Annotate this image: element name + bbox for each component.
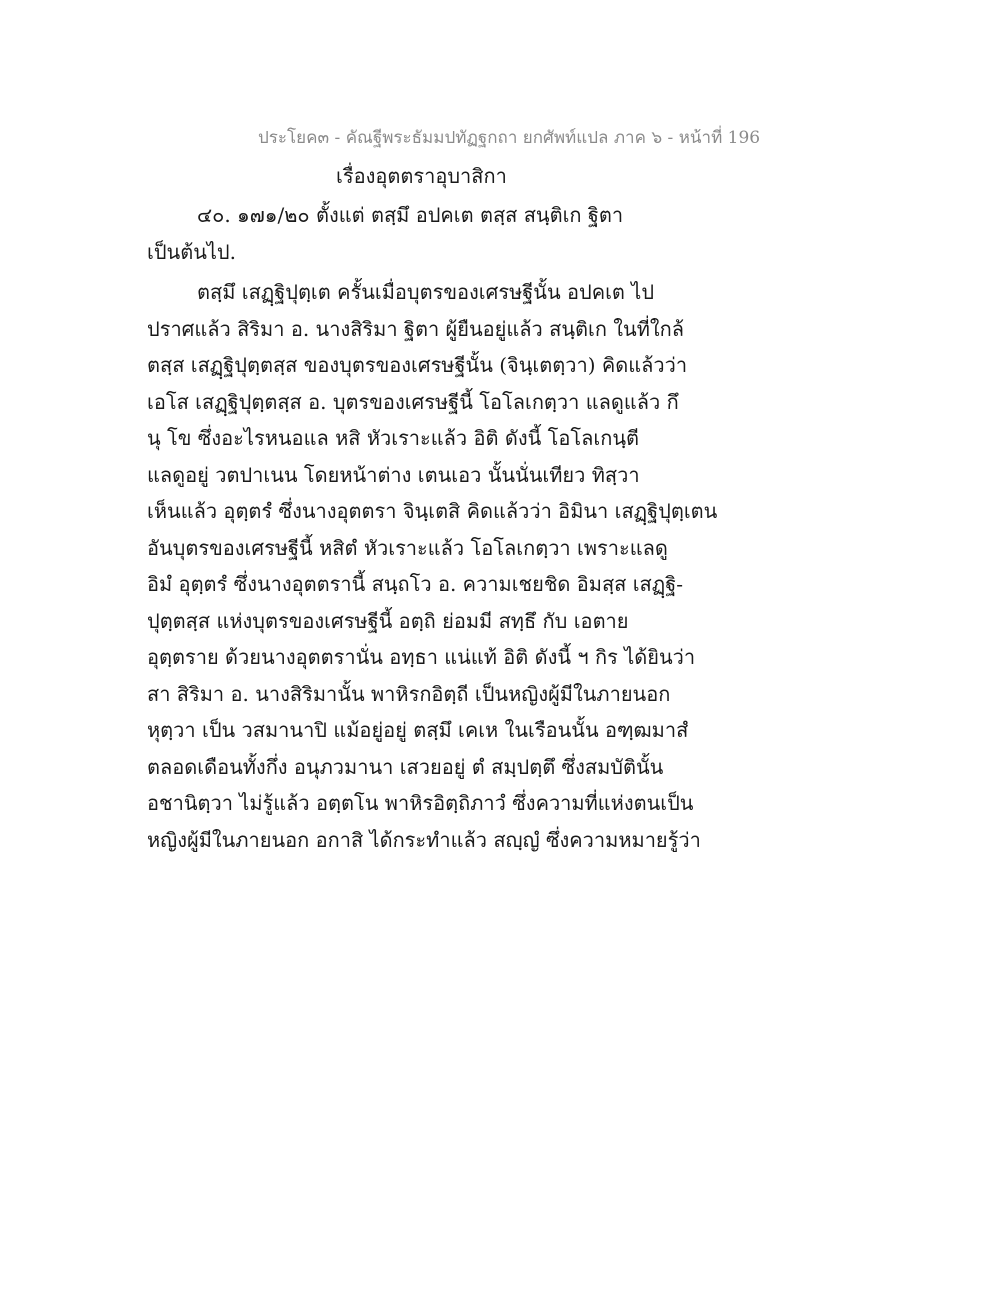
paragraph-2-line-12: สา สิริมา อ. นางสิริมานั้น พาหิรกอิตฺถี เป็นหญิงผู้มีในภายนอก	[147, 681, 671, 706]
paragraph-1-line-1: ๔๐. ๑๗๑/๒๐ ตั้งแต่ ตสฺมึ อปคเต ตสฺส สนฺติเก ฐิตา	[197, 203, 624, 227]
story-title: เรื่องอุตตราอุบาสิกา	[336, 164, 507, 188]
body-text	[147, 197, 727, 858]
paragraph-2-line-10: ปุตฺตสฺส แห่งบุตรของเศรษฐีนี้ อตฺถิ ย่อมมี สทฺธึ กับ เอตาย	[147, 608, 629, 633]
paragraph-2-line-14: ตลอดเดือนทั้งกึ่ง อนุภวมานา เสวยอยู่ ตํ สมฺปตฺตึ ซึ่งสมบัตินั้น	[147, 754, 664, 779]
paragraph-2-line-7: เห็นแล้ว อุตฺตรํ ซึ่งนางอุตตรา จินฺเตสิ คิดแล้วว่า อิมินา เสฏฺฐิปุตฺเตน	[147, 499, 718, 523]
paragraph-2-line-11: อุตฺตราย ด้วยนางอุตตรานั่น อทฺธา แน่แท้ อิติ ดังนี้ ฯ กิร ได้ยินว่า	[147, 645, 696, 669]
paragraph-2-line-9: อิมํ อุตฺตรํ ซึ่งนางอุตตรานี้ สนฺถโว อ. ความเชยชิด อิมสฺส เสฏฺฐิ-	[147, 572, 683, 596]
paragraph-2-line-13: หุตฺวา เป็น วสมานาปิ แม้อยู่อยู่ ตสฺมึ เคเห ในเรือนนั้น อฑฺฒมาสํ	[147, 718, 689, 742]
paragraph-2-line-6: แลดูอยู่ วตปาเนน โดยหน้าต่าง เตนเอว นั้นนั่นเทียว ทิสฺวา	[147, 462, 640, 487]
running-header: ประโยค๓ - คัณฐีพระธัมมปทัฏฐกถา ยกศัพท์แปล ภาค ๖ - หน้าที่ 196	[258, 128, 761, 148]
paragraph-2-line-16: หญิงผู้มีในภายนอก อกาสิ ได้กระทำแล้ว สญฺญํ ซึ่งความหมายรู้ว่า	[147, 827, 701, 852]
paragraph-1-line-2: เป็นต้นไป.	[147, 239, 236, 264]
paragraph-2-line-1: ตสฺมึ เสฏฺฐิปุตฺเต ครั้นเมื่อบุตรของเศรษฐีนั้น อปคเต ไป	[197, 280, 655, 304]
paragraph-2-line-3: ตสฺส เสฏฺฐิปุตฺตสฺส ของบุตรของเศรษฐีนั้น (จินฺเตตฺวา) คิดแล้วว่า	[147, 353, 688, 377]
paragraph-2-line-8: อันบุตรของเศรษฐีนี้ หสิตํ หัวเราะแล้ว โอโลเกตฺวา เพราะแลดู	[147, 535, 668, 560]
paragraph-2-line-5: นุ โข ซึ่งอะไรหนอแล หสิ หัวเราะแล้ว อิติ ดังนี้ โอโลเกนฺตี	[147, 426, 640, 450]
paragraph-2-line-2: ปราศแล้ว สิริมา อ. นางสิริมา ฐิตา ผู้ยืนอยู่แล้ว สนฺติเก ในที่ใกล้	[147, 316, 685, 341]
paragraph-2-line-15: อชานิตฺวา ไม่รู้แล้ว อตฺตโน พาหิรอิตฺถิภาวํ ซึ่งความที่แห่งตนเป็น	[147, 791, 694, 815]
paragraph-2-line-4: เอโส เสฏฺฐิปุตฺตสฺส อ. บุตรของเศรษฐีนี้ โอโลเกตฺวา แลดูแล้ว กึ	[147, 389, 679, 414]
